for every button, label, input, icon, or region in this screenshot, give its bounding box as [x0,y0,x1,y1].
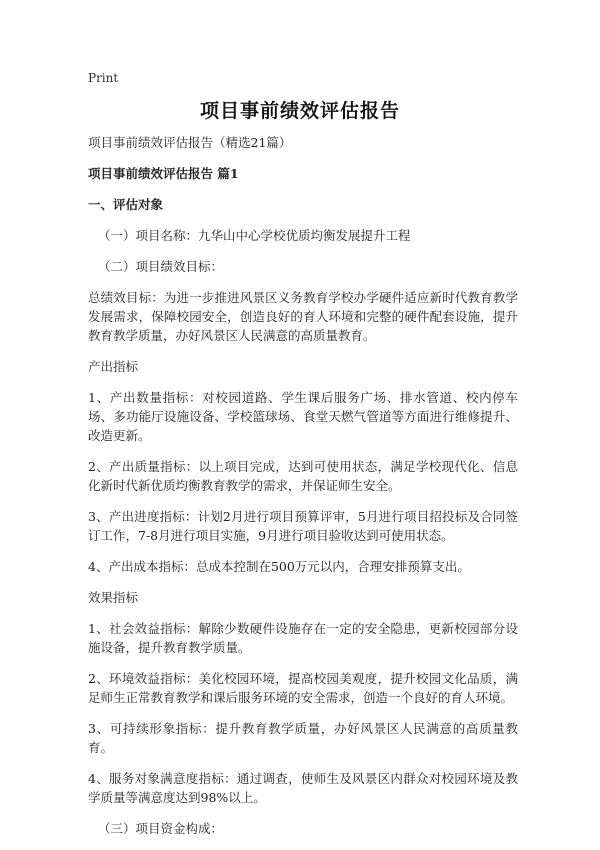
effect-sustainable-paragraph: 3、可持续形象指标：提升教育教学质量，办好风景区人民满意的高质量教育。 [88,721,518,755]
overall-goal-paragraph: 总绩效目标：为进一步推进风景区义务教育学校办学硬件适应新时代教育教学发展需求，保障校园安全，创造良好的育人环境和完整的硬件配套设施，提升教育教学质量，办好风景区人民满意的高质量教育。 [88,290,518,343]
document-title: 项目事前绩效评估报告 [199,100,400,122]
print-link[interactable]: Print [88,71,119,85]
effect-environment-paragraph: 2、环境效益指标：美化校园环境，提高校园美观度，提升校园文化品质，满足师生正常教育教学和课后服务环境的安全需求，创造一个良好的育人环境。 [88,671,518,705]
project-name: （一）项目名称：九华山中心学校优质均衡发展提升工程 [98,228,411,243]
effect-satisfaction-paragraph: 4、服务对象满意度指标：通过调查，使师生及风景区内群众对校园环境及教学质量等满意度达到98%以上。 [88,771,518,805]
output-quantity-paragraph: 1、产出数量指标：对校园道路、学生课后服务广场、排水管道、校内停车场、多功能厅设施设备、学校篮球场、食堂天燃气管道等方面进行维修提升、改造更新。 [88,390,518,443]
document-subtitle: 项目事前绩效评估报告（精选21篇） [88,135,292,150]
output-quality-paragraph: 2、产出质量指标：以上项目完成，达到可使用状态，满足学校现代化、信息化新时代新优质均衡教育教学的需求，并保证师生安全。 [88,459,518,493]
heading-evaluation-object: 一、评估对象 [88,197,164,212]
project-goal-label: （二）项目绩效目标： [98,259,224,274]
output-cost-paragraph: 4、产出成本指标：总成本控制在500万元以内，合理安排预算支出。 [88,559,470,574]
document-body [88,133,518,850]
output-indicators-label: 产出指标 [88,359,139,374]
output-progress-paragraph: 3、产出进度指标：计划2月进行项目预算评审，5月进行项目招投标及合同签订工作，7-8月进行项目实施，9月进行项目验收达到可使用状态。 [88,509,518,543]
effect-indicators-label: 效果指标 [88,590,139,605]
section-title: 项目事前绩效评估报告 篇1 [88,166,239,181]
fund-composition-label: （三）项目资金构成： [98,821,224,836]
effect-social-paragraph: 1、社会效益指标：解除少数硬件设施存在一定的安全隐患，更新校园部分设施设备，提升教育教学质量。 [88,621,518,655]
